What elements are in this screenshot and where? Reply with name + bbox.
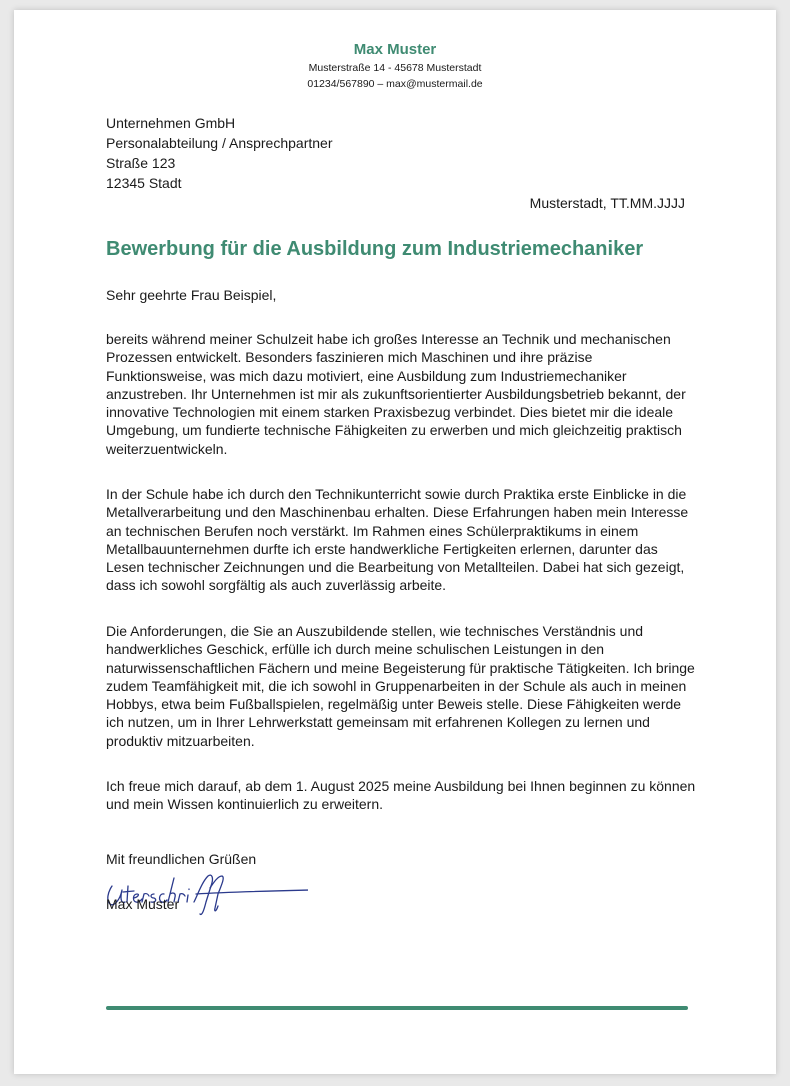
body-paragraph-2: In der Schule habe ich durch den Technikunterricht sowie durch Praktika erste Einblicke in die Metallverarbeitung und den Maschinenbau erhalten. Diese Erfahrungen haben mein Interesse an technischen Berufen noch verstärkt. Im Rahmen eines Schülerpraktikums in einem Metallbauunternehmen durfte ich erste handwerkliche Fertigkeiten erlernen, darunter das Lesen technischer Zeichnungen und die Bearbeitung von Metallteilen. Dabei hat sich gezeigt, dass ich sowohl sorgfältig als auch zuverlässig arbeite. <box>106 486 689 594</box>
recipient-company: Unternehmen GmbH <box>106 115 236 131</box>
letter-date: Musterstadt, TT.MM.JJJJ <box>529 195 685 211</box>
signer-name: Max Muster <box>106 896 180 912</box>
recipient-department: Personalabteilung / Ansprechpartner <box>106 135 333 151</box>
sender-name: Max Muster <box>353 41 437 58</box>
letter-page <box>14 10 776 1074</box>
salutation: Sehr geehrte Frau Beispiel, <box>106 287 277 303</box>
sender-contact: 01234/567890 – max@mustermail.de <box>307 78 483 90</box>
body-paragraph-1: bereits während meiner Schulzeit habe ich großes Interesse an Technik und mechanischen Prozessen entwickelt. Besonders faszinieren mich Maschinen und ihre präzise Funktionsweise, was mich dazu motiviert, eine Ausbildung zum Industriemechaniker anzustreben. Ihr Unternehmen ist mir als zukunftsorientierter Ausbildungsbetrieb bekannt, der innovative Technologien mit einem starken Praxisbezug verbindet. Dies bietet mir die ideale Umgebung, um fundierte technische Fähigkeiten zu erwerben und mich gleichzeitig praktisch weiterzuentwickeln. <box>106 331 686 457</box>
closing-formula: Mit freundlichen Grüßen <box>106 851 257 867</box>
letter-subject: Bewerbung für die Ausbildung zum Industriemechaniker <box>106 238 644 260</box>
sender-address: Musterstraße 14 - 45678 Musterstadt <box>308 62 482 74</box>
body-paragraph-3: Die Anforderungen, die Sie an Auszubildende stellen, wie technisches Verständnis und handwerkliches Geschick, erfülle ich durch meine schulischen Leistungen in den naturwissenschaftlichen Fächern und meine Begeisterung für praktische Tätigkeiten. Ich bringe zudem Teamfähigkeit mit, die ich sowohl in Gruppenarbeiten in der Schule als auch in meinen Hobbys, etwa beim Fußballspielen, regelmäßig unter Beweis stelle. Diese Fähigkeiten werde ich nutzen, um in Ihrer Lehrwerkstatt gemeinsam mit erfahrenen Kollegen zu lernen und produktiv mitzuarbeiten. <box>106 623 695 749</box>
recipient-street: Straße 123 <box>106 155 176 171</box>
letter-header <box>14 40 776 92</box>
recipient-block <box>106 113 332 193</box>
recipient-city: 12345 Stadt <box>106 175 182 191</box>
footer-divider <box>106 1006 688 1010</box>
body-paragraph-4: Ich freue mich darauf, ab dem 1. August 2025 meine Ausbildung bei Ihnen beginnen zu können und mein Wissen kontinuierlich zu erweitern. <box>106 778 696 813</box>
